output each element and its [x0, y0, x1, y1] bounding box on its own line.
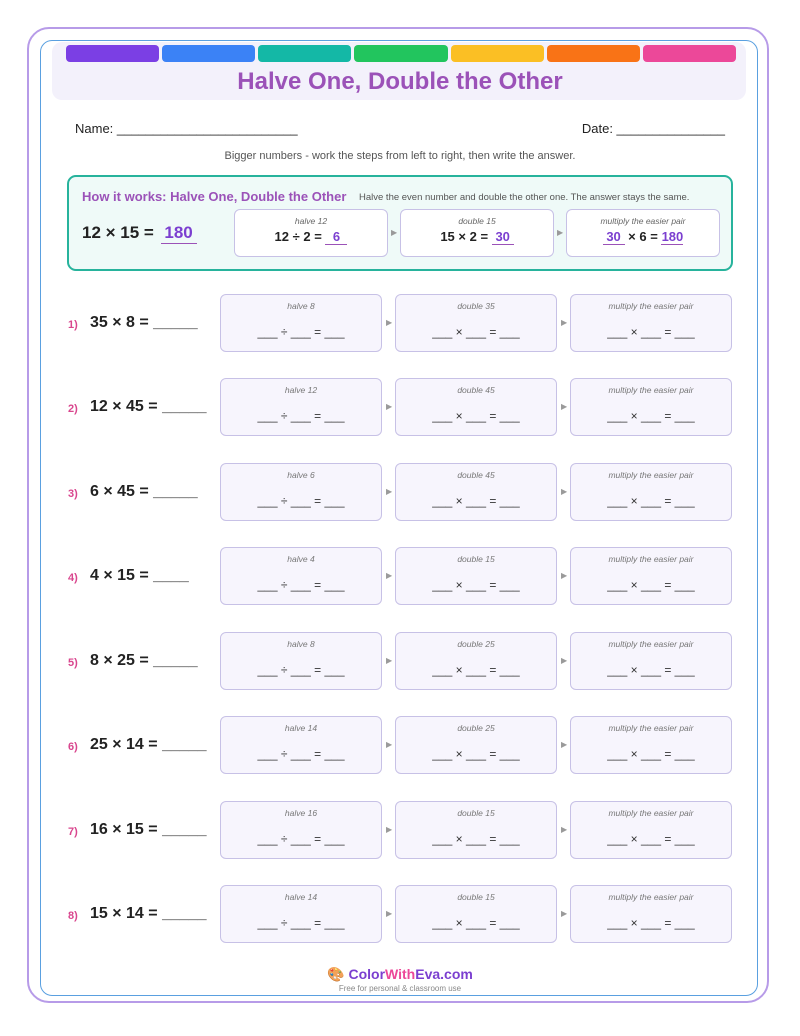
instructions: Bigger numbers - work the steps from left to right, then write the answer. [224, 150, 576, 162]
step-label: multiply the easier pair [608, 554, 694, 564]
color-stripe [162, 45, 255, 62]
example-step-eq: 12 ÷ 2 = [274, 229, 322, 244]
logo-part: With [385, 966, 416, 982]
step-equation[interactable]: ___ ÷ ___ = ___ [257, 747, 345, 761]
page-title: Halve One, Double the Other [237, 68, 563, 95]
problem-number: 4) [68, 572, 78, 584]
step-label: double 15 [457, 892, 495, 902]
date-field[interactable]: Date: _______________ [581, 121, 725, 136]
multiply-step-box[interactable] [570, 294, 732, 352]
example-step-fill: 180 [661, 229, 684, 244]
problem-number: 3) [68, 488, 78, 500]
step-equation[interactable]: ___ × ___ = ___ [607, 663, 695, 677]
name-field[interactable]: Name: _________________________ [75, 121, 298, 136]
multiply-step-box[interactable] [570, 632, 732, 690]
step-label: double 45 [457, 385, 495, 395]
double-step-box[interactable] [395, 801, 557, 859]
color-stripe [547, 45, 640, 62]
arrow-icon: ▶ [386, 571, 393, 580]
step-label: double 25 [457, 723, 495, 733]
multiply-step-box[interactable] [570, 378, 732, 436]
step-equation[interactable]: ___ ÷ ___ = ___ [257, 916, 345, 930]
arrow-icon: ▶ [561, 571, 568, 580]
step-label: halve 12 [284, 385, 318, 395]
arrow-icon: ▶ [561, 318, 568, 327]
step-equation[interactable]: ___ ÷ ___ = ___ [257, 409, 345, 423]
problem-text[interactable]: 12 × 45 = _____ [90, 398, 207, 415]
step-label: multiply the easier pair [608, 808, 694, 818]
double-step-box[interactable] [395, 378, 557, 436]
step-equation[interactable]: ___ × ___ = ___ [432, 325, 520, 339]
multiply-step-box[interactable] [570, 547, 732, 605]
step-label: double 15 [457, 554, 495, 564]
example-answer: 180 [161, 223, 197, 244]
step-label: halve 8 [287, 639, 315, 649]
arrow-icon: ▶ [386, 318, 393, 327]
footer-logo[interactable] [0, 966, 800, 983]
halve-step-box[interactable] [220, 463, 382, 521]
double-step-box[interactable] [395, 294, 557, 352]
step-label: halve 14 [284, 723, 318, 733]
step-equation[interactable]: ___ × ___ = ___ [432, 494, 520, 508]
logo-part: .com [440, 966, 473, 982]
step-label: double 25 [457, 639, 495, 649]
example-step-eq: × 6 = [628, 229, 658, 244]
arrow-icon: ▶ [386, 740, 393, 749]
example-step-fill: 30 [603, 229, 625, 245]
arrow-icon: ▶ [386, 402, 393, 411]
step-equation[interactable]: ___ × ___ = ___ [607, 832, 695, 846]
step-label: halve 14 [284, 892, 318, 902]
step-equation[interactable]: ___ × ___ = ___ [607, 494, 695, 508]
example-description: Halve the even number and double the other one. The answer stays the same. [359, 192, 690, 203]
step-label: halve 16 [284, 808, 318, 818]
arrow-icon: ▶ [561, 402, 568, 411]
halve-step-box[interactable] [220, 547, 382, 605]
example-step-fill: 30 [492, 229, 514, 245]
problem-text[interactable]: 6 × 45 = _____ [90, 483, 198, 500]
example-step-halve [234, 209, 388, 257]
problem-text[interactable]: 25 × 14 = _____ [90, 736, 207, 753]
color-stripes [66, 45, 736, 62]
step-label: double 35 [457, 301, 495, 311]
example-step-label: multiply the easier pair [600, 216, 686, 226]
step-label: multiply the easier pair [608, 470, 694, 480]
step-equation[interactable]: ___ × ___ = ___ [607, 916, 695, 930]
step-equation[interactable]: ___ × ___ = ___ [607, 578, 695, 592]
halve-step-box[interactable] [220, 716, 382, 774]
example-step-multiply [566, 209, 720, 257]
problem-row [0, 801, 800, 859]
problem-text[interactable]: 16 × 15 = _____ [90, 821, 207, 838]
step-equation[interactable]: ___ × ___ = ___ [432, 916, 520, 930]
logo-part: Eva [415, 966, 441, 982]
example-box [67, 175, 733, 271]
step-equation[interactable]: ___ × ___ = ___ [432, 663, 520, 677]
problem-row [0, 378, 800, 436]
problem-row [0, 885, 800, 943]
double-step-box[interactable] [395, 885, 557, 943]
arrow-icon: ▶ [557, 228, 564, 237]
problem-text[interactable]: 8 × 25 = _____ [90, 652, 198, 669]
step-equation[interactable]: ___ × ___ = ___ [607, 409, 695, 423]
arrow-icon: ▶ [561, 487, 568, 496]
step-label: double 15 [457, 808, 495, 818]
color-stripe [66, 45, 159, 62]
halve-step-box[interactable] [220, 885, 382, 943]
arrow-icon: ▶ [391, 228, 398, 237]
halve-step-box[interactable] [220, 632, 382, 690]
step-label: halve 4 [287, 554, 315, 564]
problem-row [0, 294, 800, 352]
step-equation[interactable]: ___ × ___ = ___ [432, 832, 520, 846]
problem-row [0, 547, 800, 605]
multiply-step-box[interactable] [570, 801, 732, 859]
step-equation[interactable]: ___ ÷ ___ = ___ [257, 494, 345, 508]
halve-step-box[interactable] [220, 378, 382, 436]
step-equation[interactable]: ___ × ___ = ___ [432, 578, 520, 592]
step-label: multiply the easier pair [608, 301, 694, 311]
double-step-box[interactable] [395, 632, 557, 690]
multiply-step-box[interactable] [570, 716, 732, 774]
step-label: double 45 [457, 470, 495, 480]
double-step-box[interactable] [395, 463, 557, 521]
problem-text[interactable]: 4 × 15 = ____ [90, 567, 189, 584]
color-stripe [451, 45, 544, 62]
step-label: multiply the easier pair [608, 723, 694, 733]
step-equation[interactable]: ___ ÷ ___ = ___ [257, 578, 345, 592]
problem-number: 8) [68, 910, 78, 922]
example-step-label: halve 12 [294, 216, 328, 226]
step-equation[interactable]: ___ × ___ = ___ [432, 747, 520, 761]
step-label: halve 6 [287, 470, 315, 480]
color-stripe [354, 45, 447, 62]
problem-number: 1) [68, 319, 78, 331]
double-step-box[interactable] [395, 547, 557, 605]
step-label: multiply the easier pair [608, 639, 694, 649]
step-equation[interactable]: ___ × ___ = ___ [432, 409, 520, 423]
step-equation[interactable]: ___ × ___ = ___ [607, 325, 695, 339]
step-label: multiply the easier pair [608, 892, 694, 902]
halve-step-box[interactable] [220, 294, 382, 352]
problem-text[interactable]: 15 × 14 = _____ [90, 905, 207, 922]
problem-row [0, 716, 800, 774]
problem-row [0, 632, 800, 690]
step-equation[interactable]: ___ ÷ ___ = ___ [257, 325, 345, 339]
arrow-icon: ▶ [561, 909, 568, 918]
palette-icon: 🎨 [327, 966, 345, 982]
arrow-icon: ▶ [561, 740, 568, 749]
multiply-step-box[interactable] [570, 463, 732, 521]
arrow-icon: ▶ [561, 825, 568, 834]
example-step-double [400, 209, 554, 257]
step-equation[interactable]: ___ × ___ = ___ [607, 747, 695, 761]
step-label: multiply the easier pair [608, 385, 694, 395]
example-title: How it works: Halve One, Double the Other [82, 189, 347, 204]
example-problem-text: 12 × 15 = [82, 223, 154, 242]
halve-step-box[interactable] [220, 801, 382, 859]
step-label: halve 8 [287, 301, 315, 311]
problem-number: 5) [68, 657, 78, 669]
problem-number: 7) [68, 826, 78, 838]
example-problem [82, 223, 197, 244]
arrow-icon: ▶ [386, 825, 393, 834]
color-stripe [258, 45, 351, 62]
example-step-eq: 15 × 2 = [440, 229, 489, 244]
color-stripe [643, 45, 736, 62]
arrow-icon: ▶ [386, 487, 393, 496]
arrow-icon: ▶ [386, 656, 393, 665]
arrow-icon: ▶ [561, 656, 568, 665]
multiply-step-box[interactable] [570, 885, 732, 943]
double-step-box[interactable] [395, 716, 557, 774]
example-step-fill: 6 [325, 229, 347, 245]
problem-text[interactable]: 35 × 8 = _____ [90, 314, 198, 331]
problem-number: 6) [68, 741, 78, 753]
footer-tagline: Free for personal & classroom use [338, 984, 462, 993]
logo-part: Color [348, 966, 386, 982]
step-equation[interactable]: ___ ÷ ___ = ___ [257, 663, 345, 677]
problem-number: 2) [68, 403, 78, 415]
step-equation[interactable]: ___ ÷ ___ = ___ [257, 832, 345, 846]
example-step-label: double 15 [458, 216, 496, 226]
problem-row [0, 463, 800, 521]
arrow-icon: ▶ [386, 909, 393, 918]
